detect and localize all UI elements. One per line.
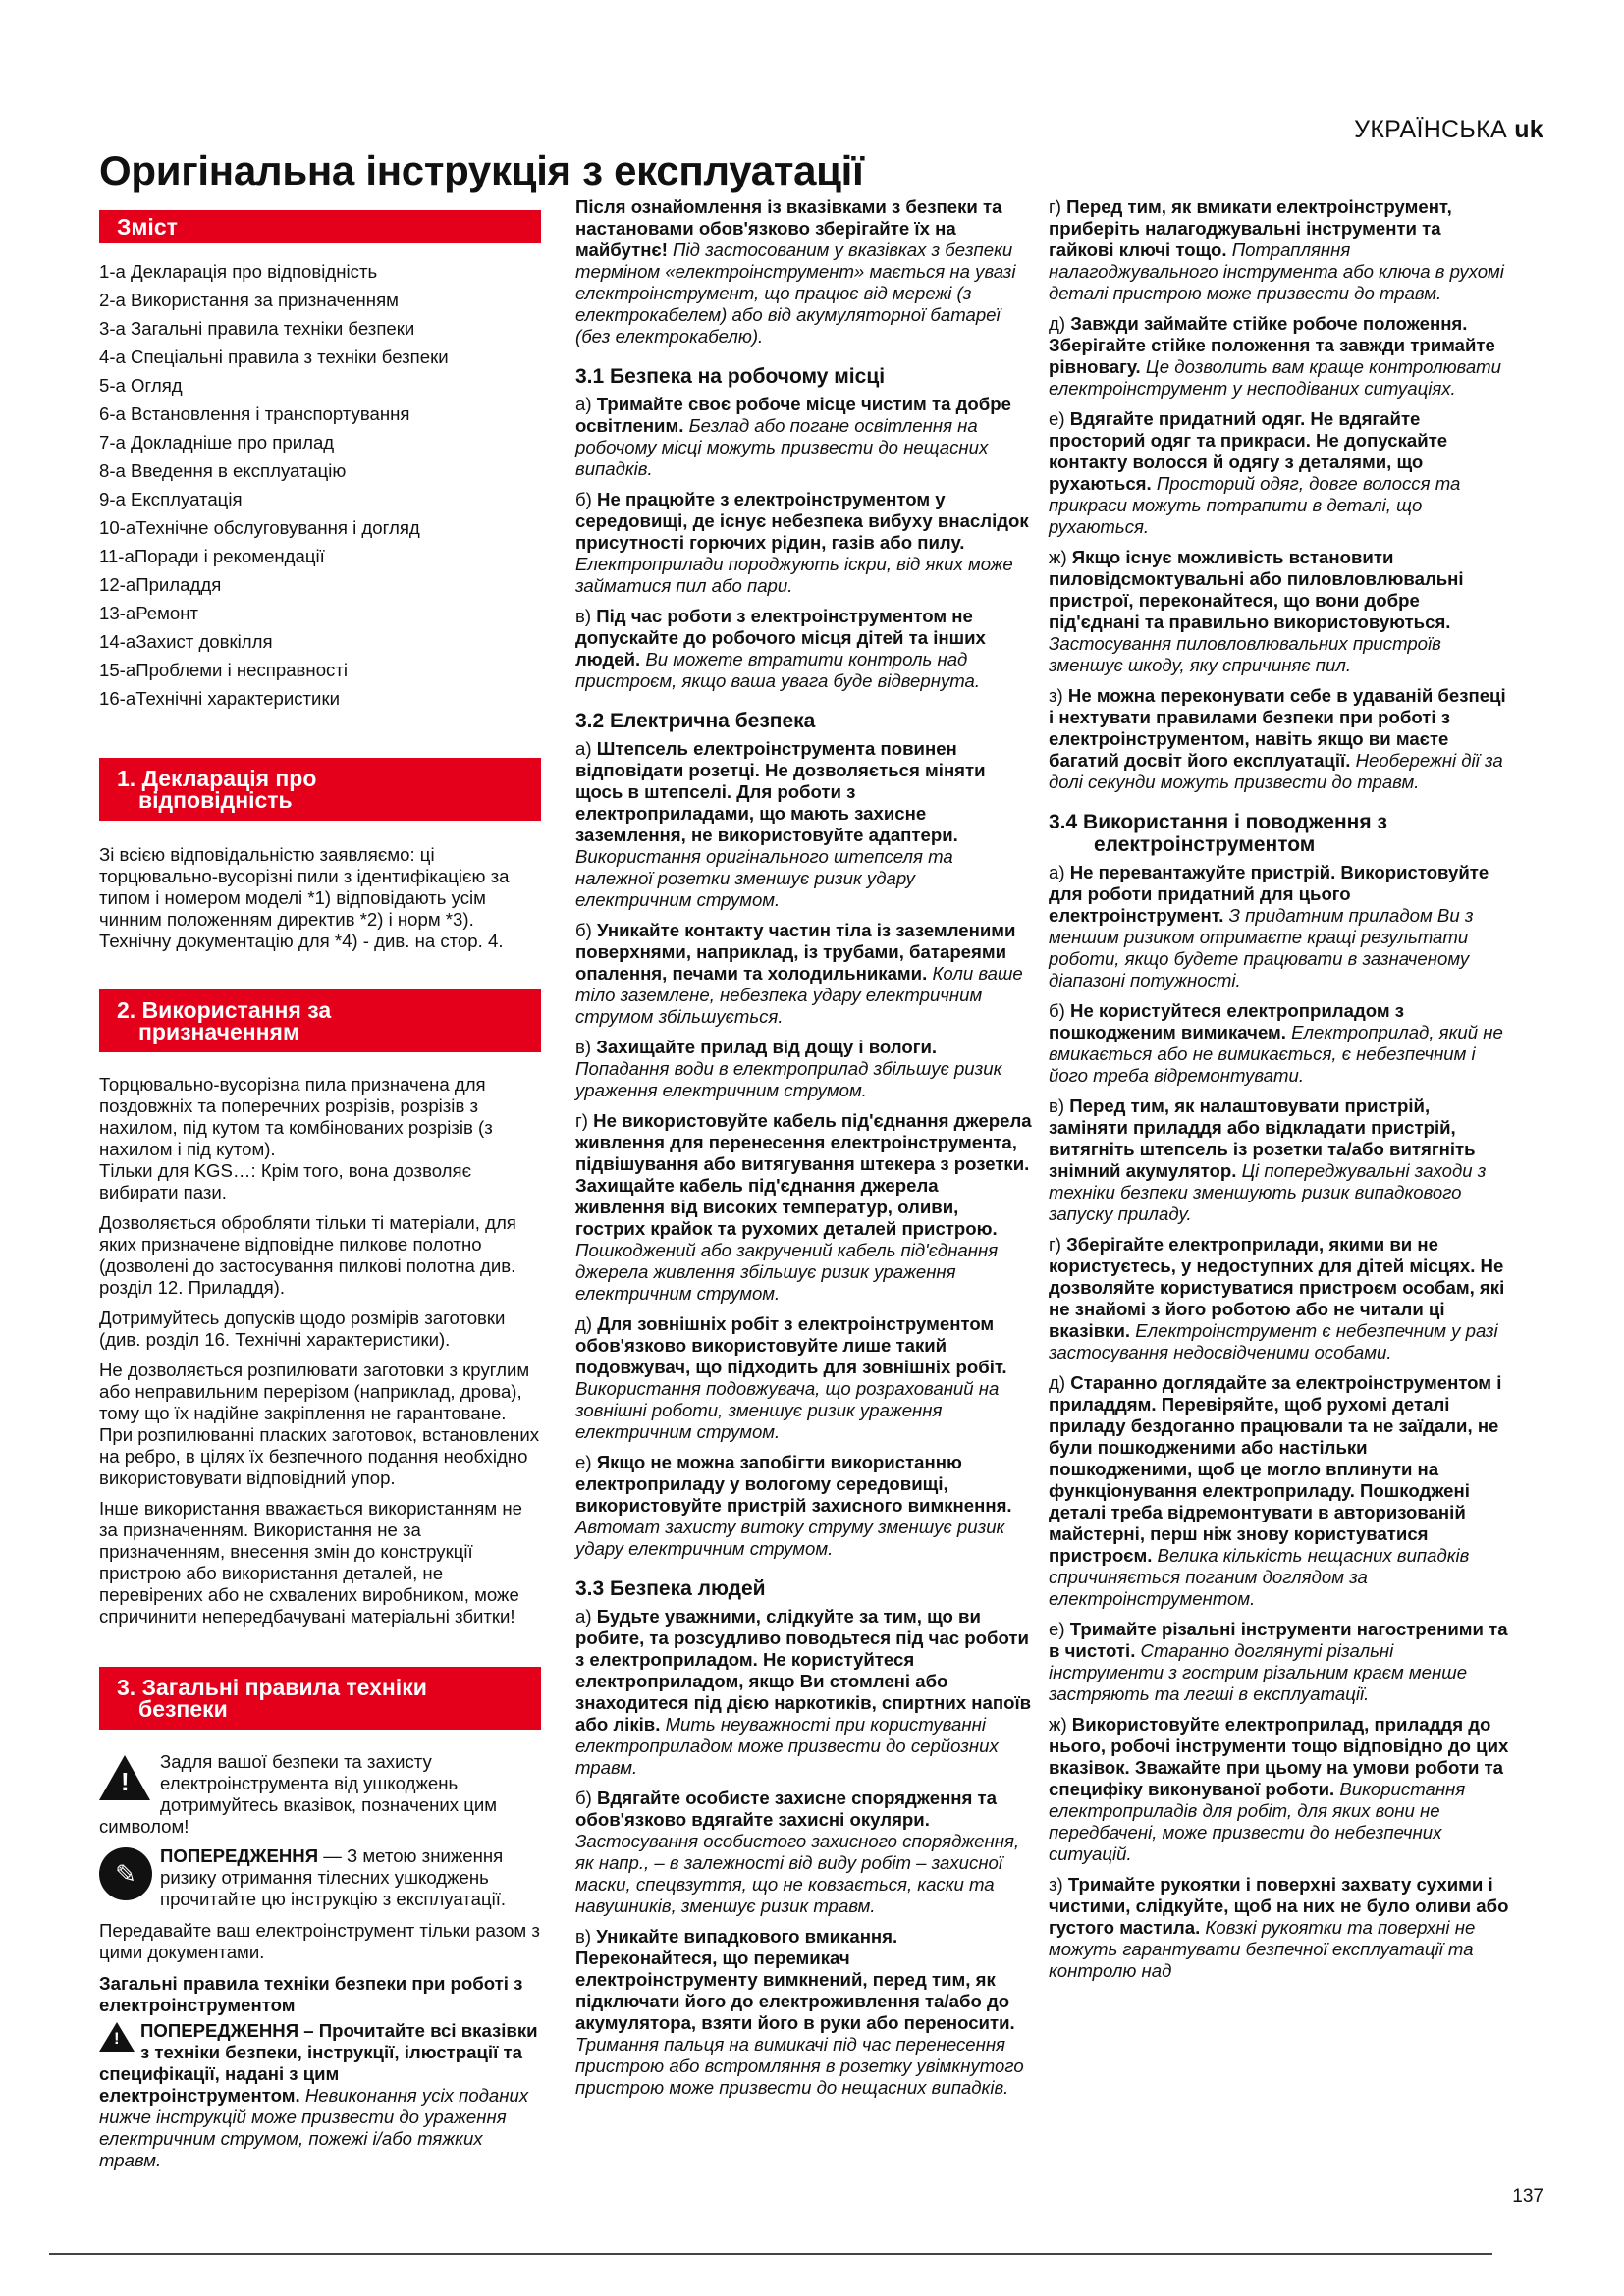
- toc-item: 16-aТехнічні характеристики: [99, 688, 340, 709]
- rule-item: в) Уникайте випадкового вмикання. Переконайтеся, що перемикач електроінструменту вимкнений, перед тим, як підключати його до електроживлення та/або до акумулятора, взяти його в руки або переносити. Тримання пальця на вимикачі під час перенесення пристрою або встромляння в розетку увімкнутого пристрою може призвести до нещасних випадків.: [575, 1926, 1024, 2098]
- toc-item: 10-aТехнічне обслуговування і догляд: [99, 517, 420, 538]
- warning-triangle-icon: [99, 2022, 135, 2052]
- toc-item: 8-a Введення в експлуатацію: [99, 460, 347, 481]
- toc-item: 3-a Загальні правила техніки безпеки: [99, 318, 415, 339]
- rule-item: з) Тримайте рукоятки і поверхні захвату сухими і чистими, слідкуйте, щоб на них не було оливи або густого мастила. Ковзкі рукоятки та поверхні не можуть гарантувати безпечної експлуатації та контролю над: [1049, 1874, 1509, 1981]
- toc-item: 14-aЗахист довкілля: [99, 631, 273, 652]
- document-title: Оригінальна інструкція з експлуатації: [99, 147, 864, 193]
- rule-item: е) Вдягайте придатний одяг. Не вдягайте просторий одяг та прикраси. Не допускайте контакту волосся й одягу з деталями, що рухаються. Просторий одяг, довге волосся та прикраси можуть потрапити в деталі, що рухаються.: [1049, 408, 1461, 537]
- section-3-subheading: Загальні правила техніки безпеки при роботі з електроінструментом: [99, 1973, 523, 2015]
- section-3-text: Передавайте ваш електроінструмент тільки разом з цими документами.: [99, 1920, 540, 1962]
- section-1-heading: 1. Декларація про відповідність: [99, 758, 541, 821]
- general-warning: ! ПОПЕРЕДЖЕННЯ – Прочитайте всі вказівки з техніки безпеки, інструкції, ілюстрації та специфікації, надані з цим електроінструментом. Невиконання усіх поданих нижче інструкцій може призвести до ураження електричним струмом, пожежі і/або тяжких травм.: [99, 2020, 541, 2171]
- rule-item: б) Уникайте контакту частин тіла із заземленими поверхнями, наприклад, із трубами, батареями опалення, печами та холодильниками. Коли ваше тіло заземлене, небезпека удару електричним струмом збільшується.: [575, 920, 1023, 1027]
- rule-item: б) Не працюйте з електроінструментом у середовищі, де існує небезпека вибуху внаслідок присутності горючих рідин, газів або пилу. Електроприлади породжують іскри, від яких може займатися пил або пари.: [575, 489, 1029, 596]
- toc-item: 9-a Експлуатація: [99, 489, 243, 509]
- rule-item: е) Якщо не можна запобігти використанню електроприладу у вологому середовищі, використовуйте пристрій захисного вимкнення. Автомат захисту витоку струму зменшує ризик удару електричним струмом.: [575, 1452, 1012, 1559]
- rule-item: е) Тримайте різальні інструменти нагостреними та в чистоті. Старанно доглянуті різальні інструменти з гострим різальним краєм менше застряють та легші в експлуатації.: [1049, 1619, 1508, 1704]
- rule-item: д) Завжди займайте стійке робоче положення. Зберігайте стійке положення та завжди тримайте рівновагу. Це дозволить вам краще контролювати електроінструмент у несподіваних ситуаціях.: [1049, 313, 1502, 399]
- section-2-text: Дозволяється обробляти тільки ті матеріали, для яких призначене відповідне пилкове полотно (дозволені до застосування пилкові полотна див. розділ 12. Приладдя).: [99, 1212, 516, 1298]
- toc-item: 4-a Спеціальні правила з техніки безпеки: [99, 347, 449, 367]
- rule-item: г) Перед тим, як вмикати електроінструмент, приберіть налагоджувальні інструменти та гайкові ключі тощо. Потрапляння налагоджувального інструмента або ключа в рухомі деталі пристрою може призвести до травм.: [1049, 196, 1504, 303]
- section-2-heading: 2. Використання за призначенням: [99, 989, 541, 1052]
- rule-item: а) Будьте уважними, слідкуйте за тим, що ви робите, та розсудливо поводьтеся під час роботи з електроприладом. Не користуйтеся електроприладом, якщо Ви стомлені або знаходитеся під дією наркотиків, спиртних напоїв або ліків. Мить неуважності при користуванні електроприладом може призвести до серйозних травм.: [575, 1606, 1032, 1778]
- section-2-text: Не дозволяється розпилювати заготовки з круглим або неправильним перерізом (наприклад, дрова), тому що їх надійне закріплення не гарантоване. При розпилюванні пласких заготовок, встановлених на ребро, в цілях їх безпечного подання необхідно використовувати відповідний упор.: [99, 1360, 540, 1488]
- toc-item: 1-a Декларація про відповідність: [99, 261, 378, 282]
- section-2-text: Тільки для KGS…: Крім того, вона дозволяє вибирати пази.: [99, 1160, 472, 1202]
- rule-item: а) Штепсель електроінструмента повинен відповідати розетці. Не дозволяється міняти щось в штепселі. Для роботи з електроприладами, що мають захисне заземлення, не використовуйте адаптери. Використання оригінального штепселя та належної розетки зменшує ризик удару електричним струмом.: [575, 738, 986, 910]
- section-2-text: Торцювально-вусорізна пила призначена для поздовжніх та поперечних розрізів, розрізів з нахилом, під кутом та комбінованих розрізів (з нахилом і під кутом).: [99, 1074, 493, 1159]
- safety-symbol-note: ! Задля вашої безпеки та захисту електроінструмента від ушкоджень дотримуйтесь вказівок, позначених цим символом!: [99, 1751, 541, 1838]
- section-3-heading: 3. Загальні правила техніки безпеки: [99, 1667, 541, 1730]
- toc-item: 11-aПоради і рекомендації: [99, 546, 325, 566]
- subsection-3-1-heading: 3.1 Безпека на робочому місці: [575, 365, 886, 388]
- warning-triangle-icon: [99, 1755, 150, 1800]
- subsection-3-4-heading: 3.4 Використання і поводження з електроінструментом: [1049, 811, 1387, 856]
- language-label: УКРАЇНСЬКА uk: [1354, 116, 1543, 143]
- rule-item: д) Для зовнішніх робіт з електроінструментом обов'язково використовуйте лише такий подовжувач, що підходить для зовнішніх робіт. Використання подовжувача, що розрахований на зовнішні роботи, зменшує ризик ураження електричним струмом.: [575, 1313, 1007, 1442]
- rule-item: ж) Якщо існує можливість встановити пиловідсмоктувальні або пиловловлювальні пристрої, переконайтеся, що вони добре під'єднані та правильно використовуються. Застосування пиловловлювальних пристроїв зменшує шкоду, яку спричиняє пил.: [1049, 547, 1464, 675]
- rule-item: в) Захищайте прилад від дощу і вологи. Попадання води в електроприлад збільшує ризик ураження електричним струмом.: [575, 1037, 1002, 1100]
- toc-item: 15-aПроблеми і несправності: [99, 660, 348, 680]
- read-manual-note: ✎ ПОПЕРЕДЖЕННЯ — З метою зниження ризику отримання тілесних ушкоджень прочитайте цю інструкцію з експлуатації.: [99, 1845, 541, 1910]
- rule-item: з) Не можна переконувати себе в удаваній безпеці і нехтувати правилами безпеки при роботі з електроінструментом, навіть якщо ви маєте багатий досвіт його експлуатації. Необережні дії за долі секунди можуть призвести до травм.: [1049, 685, 1506, 792]
- footer-divider: [49, 2253, 1492, 2255]
- toc-item: 12-aПриладдя: [99, 574, 222, 595]
- page-number: 137: [1512, 2186, 1543, 2207]
- rule-item: г) Зберігайте електроприлади, якими ви не користуєтесь, у недоступних для дітей місцях. Не дозволяйте користуватися пристроєм особам, які не знайомі з його роботою або не читали ці вказівки. Електроінструмент є небезпечним у разі застосування недосвідченими особами.: [1049, 1234, 1505, 1362]
- table-of-contents: [99, 257, 541, 713]
- rule-item: б) Не користуйтеся електроприладом з пошкодженим вимикачем. Електроприлад, який не вмикається або не вимикається, є небезпечним і його треба відремонтувати.: [1049, 1000, 1503, 1086]
- subsection-3-2-heading: 3.2 Електрична безпека: [575, 710, 816, 732]
- toc-item: 13-aРемонт: [99, 603, 199, 623]
- column-1: [99, 210, 541, 2171]
- column-3: [1049, 196, 1510, 1991]
- rule-item: ж) Використовуйте електроприлад, приладдя до нього, робочі інструменти тощо відповідно до цих вказівок. Зважайте при цьому на умови роботи та специфіку виконуваної роботи. Використання електроприладів для робіт, для яких вони не передбачені, може призвести до небезпечних ситуацій.: [1049, 1714, 1509, 1864]
- read-manual-icon: ✎: [99, 1847, 152, 1900]
- section-2-text: Дотримуйтесь допусків щодо розмірів заготовки (див. розділ 16. Технічні характеристики).: [99, 1308, 506, 1350]
- rule-item: д) Старанно доглядайте за електроінструментом і приладдям. Перевіряйте, щоб рухомі деталі приладу бездоганно працювали та не заїдали, не були пошкодженими або настільки пошкодженими, щоб це могло вплинути на функціонування електроприладу. Пошкоджені деталі треба відремонтувати в авторизованій майстерні, перш ніж знову користуватися пристроєм. Велика кількість нещасних випадків спричиняється поганим доглядом за електроінструментом.: [1049, 1372, 1502, 1609]
- keep-instructions-note: Після ознайомлення із вказівками з безпеки та настановами обов'язково зберігайте їх на майбутнє! Під застосованим у вказівках з безпеки терміном «електроінструмент» мається на увазі електроінструмент, що працює від мережі (з електрокабелем) або від акумуляторної батареї (без електрокабелю).: [575, 196, 1016, 347]
- subsection-3-3-heading: 3.3 Безпека людей: [575, 1577, 766, 1600]
- column-2: [575, 196, 1032, 2108]
- rule-item: в) Під час роботи з електроінструментом не допускайте до робочого місця дітей та інших людей. Ви можете втратити контроль над пристроєм, якщо ваша увага буде відвернута.: [575, 606, 986, 691]
- toc-item: 2-a Використання за призначенням: [99, 290, 399, 310]
- toc-item: 7-a Докладніше про прилад: [99, 432, 335, 453]
- toc-heading: Зміст: [99, 210, 541, 243]
- toc-item: 5-a Огляд: [99, 375, 183, 396]
- rule-item: б) Вдягайте особисте захисне спорядження та обов'язково вдягайте захисні окуляри. Застосування особистого захисного спорядження, як напр., – в залежності від виду робіт – захисної маски, спецвзуття, що не ковзається, каски та навушників, зменшує ризик травм.: [575, 1788, 1020, 1916]
- section-1-text: Зі всією відповідальністю заявляємо: ці торцювально-вусорізні пили з ідентифікацією за типом і номером моделі *1) відповідають усім чинним положенням директив *2) і норм *3). Технічну документацію для *4) - див. на стор. 4.: [99, 844, 510, 951]
- rule-item: в) Перед тим, як налаштовувати пристрій, заміняти приладдя або відкладати пристрій, витягніть штепсель із розетки та/або витягніть знімний акумулятор. Ці попереджувальні заходи з техніки безпеки зменшують ризик випадкового запуску приладу.: [1049, 1095, 1487, 1224]
- section-2-text: Інше використання вважається використанням не за призначенням. Використання не за призначенням, внесення змін до конструкції пристрою або використання деталей, не перевірених або не схвалених виробником, може спричинити непередбачувані матеріальні збитки!: [99, 1498, 522, 1627]
- rule-item: а) Не перевантажуйте пристрій. Використовуйте для роботи придатний для цього електроінструмент. З придатним приладом Ви з меншим ризиком отримаєте кращі результати роботи, якщо будете працювати в зазначеному діапазоні потужності.: [1049, 862, 1489, 990]
- rule-item: г) Не використовуйте кабель під'єднання джерела живлення для перенесення електроінструмента, підвішування або витягування штекера з розетки. Захищайте кабель під'єднання джерела живлення від високих температур, оливи, гострих крайок та рухомих деталей пристрою. Пошкоджений або закручений кабель під'єднання джерела живлення збільшує ризик ураження електричним струмом.: [575, 1110, 1032, 1304]
- toc-item: 6-a Встановлення і транспортування: [99, 403, 410, 424]
- rule-item: а) Тримайте своє робоче місце чистим та добре освітленим. Безлад або погане освітлення на робочому місці можуть призвести до нещасних випадків.: [575, 394, 1011, 479]
